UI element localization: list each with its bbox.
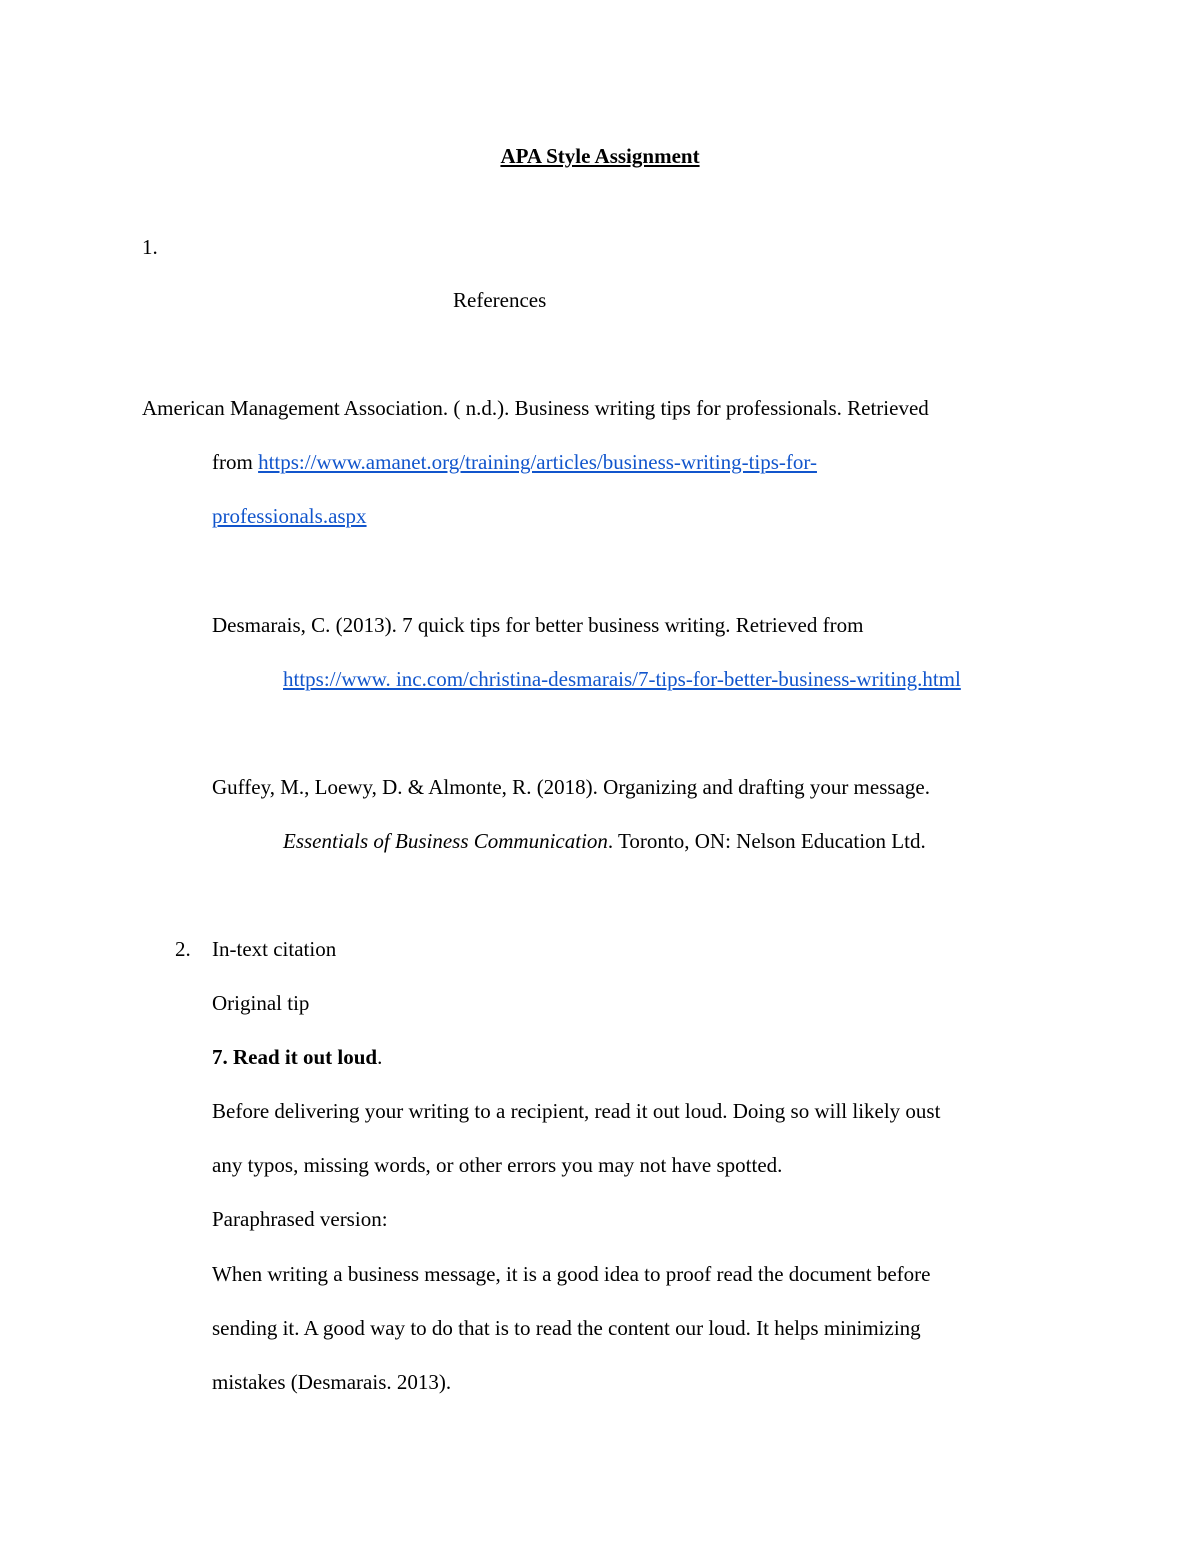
reference-3-text: Guffey, M., Loewy, D. & Almonte, R. (2018). Organizing and drafting your message. (212, 775, 930, 799)
paraphrase-line-3: mistakes (Desmarais. 2013). (212, 1370, 452, 1394)
reference-1-text: American Management Association. ( n.d.). Business writing tips for professionals. Retrieved (142, 396, 929, 420)
document-title: APA Style Assignment (500, 144, 700, 168)
tip-text-line-1: Before delivering your writing to a recipient, read it out loud. Doing so will likely oust (212, 1099, 941, 1123)
reference-3-source (283, 831, 926, 852)
tip-heading-period: . (377, 1045, 383, 1069)
paraphrase-line-2: sending it. A good way to do that is to read the content our loud. It helps minimizing (212, 1316, 921, 1340)
reference-3-publisher: . Toronto, ON: Nelson Education Ltd. (607, 829, 926, 853)
reference-2-link[interactable]: https://www. inc.com/christina-desmarais/7-tips-for-better-business-writing.html (283, 667, 961, 691)
reference-1-from: from (212, 450, 259, 474)
reference-1-link-continued[interactable]: professionals.aspx (212, 504, 367, 528)
tip-heading-bold: 7. Read it out loud (212, 1045, 378, 1069)
question-2-label: In-text citation (212, 937, 337, 961)
paraphrased-label: Paraphrased version: (212, 1207, 388, 1231)
question-1-number: 1. (142, 235, 158, 259)
reference-3-book-title: Essentials of Business Communication (283, 829, 608, 853)
question-2-number: 2. (175, 937, 191, 961)
paraphrase-line-1: When writing a business message, it is a good idea to proof read the document before (212, 1262, 931, 1286)
original-tip-label: Original tip (212, 991, 310, 1015)
references-heading: References (453, 288, 547, 312)
tip-heading (212, 1047, 382, 1068)
reference-1-link[interactable]: https://www.amanet.org/training/articles/business-writing-tips-for- (258, 450, 817, 474)
reference-2-text: Desmarais, C. (2013). 7 quick tips for better business writing. Retrieved from (212, 613, 864, 637)
tip-text-line-2: any typos, missing words, or other errors you may not have spotted. (212, 1153, 783, 1177)
reference-1-link-line (212, 452, 817, 473)
